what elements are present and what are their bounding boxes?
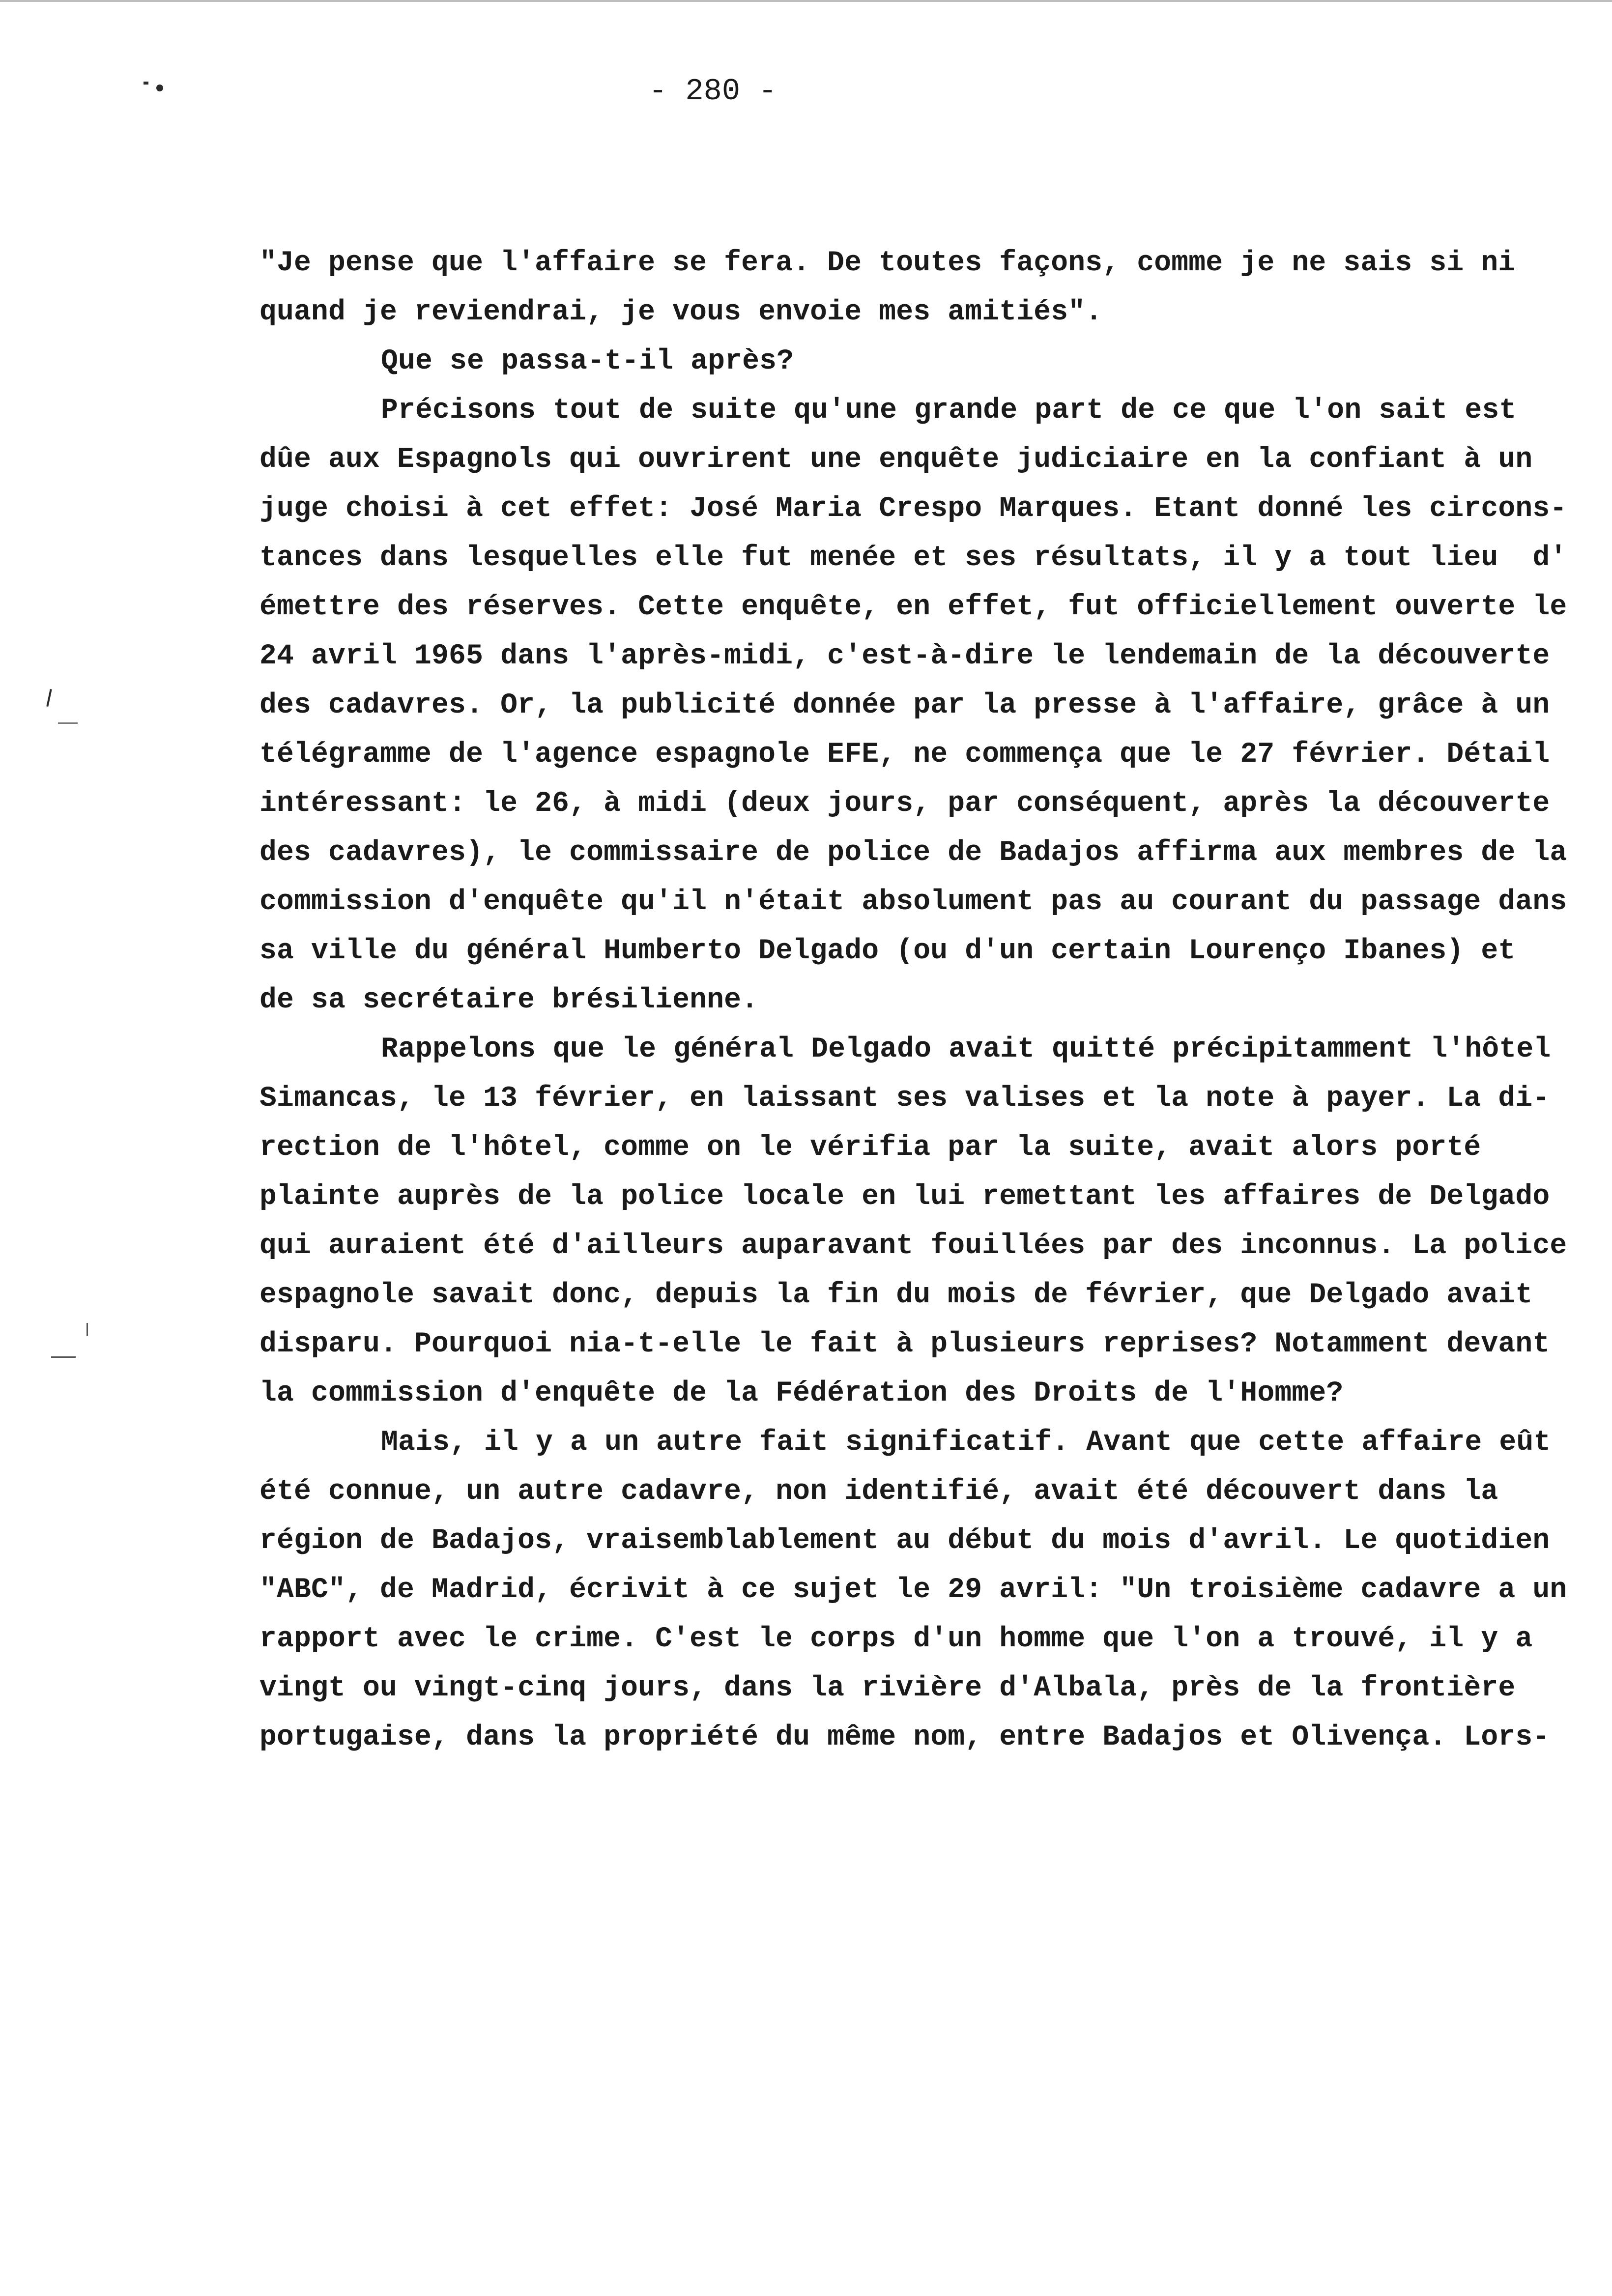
scan-rule-top <box>0 0 1612 2</box>
margin-mark <box>51 1356 76 1358</box>
text-line: intéressant: le 26, à midi (deux jours, par conséquent, après la découverte <box>259 788 1550 820</box>
text-line: 24 avril 1965 dans l'après-midi, c'est-à-dire le lendemain de la découverte <box>259 640 1550 672</box>
scan-dot <box>156 85 163 91</box>
text-line: Mais, il y a un autre fait significatif. Avant que cette affaire eût <box>381 1427 1551 1459</box>
text-line: "ABC", de Madrid, écrivit à ce sujet le 29 avril: "Un troisième cadavre a un <box>259 1574 1567 1606</box>
scan-tick <box>144 82 148 85</box>
text-line: juge choisi à cet effet: José Maria Crespo Marques. Etant donné les circons- <box>259 493 1567 525</box>
text-line: des cadavres. Or, la publicité donnée par la presse à l'affaire, grâce à un <box>259 689 1550 721</box>
text-line: région de Badajos, vraisemblablement au début du mois d'avril. Le quotidien <box>259 1525 1550 1557</box>
text-line: dûe aux Espagnols qui ouvrirent une enquête judiciaire en la confiant à un <box>259 444 1533 476</box>
text-line: Précisons tout de suite qu'une grande part de ce que l'on sait est <box>381 395 1517 427</box>
text-line: disparu. Pourquoi nia-t-elle le fait à plusieurs reprises? Notamment devant <box>259 1328 1550 1360</box>
text-line: commission d'enquête qu'il n'était absolument pas au courant du passage dans <box>259 886 1567 918</box>
margin-mark <box>86 1323 88 1336</box>
margin-mark <box>46 689 52 707</box>
text-line: espagnole savait donc, depuis la fin du mois de février, que Delgado avait <box>259 1279 1533 1311</box>
text-line: Simancas, le 13 février, en laissant ses valises et la note à payer. La di- <box>259 1083 1550 1115</box>
text-line: Rappelons que le général Delgado avait quitté précipitamment l'hôtel <box>381 1033 1551 1065</box>
text-line: plainte auprès de la police locale en lui remettant les affaires de Delgado <box>259 1181 1550 1213</box>
text-line: télégramme de l'agence espagnole EFE, ne commença que le 27 février. Détail <box>259 739 1550 771</box>
text-line: tances dans lesquelles elle fut menée et ses résultats, il y a tout lieu d' <box>259 542 1567 574</box>
text-line: rapport avec le crime. C'est le corps d'un homme que l'on a trouvé, il y a <box>259 1623 1533 1655</box>
text-line: sa ville du général Humberto Delgado (ou d'un certain Lourenço Ibanes) et <box>259 935 1516 967</box>
text-line: été connue, un autre cadavre, non identifié, avait été découvert dans la <box>259 1476 1498 1508</box>
margin-mark <box>58 722 78 724</box>
text-line: Que se passa-t-il après? <box>381 345 794 377</box>
page-number: - 280 - <box>649 74 777 109</box>
text-line: qui auraient été d'ailleurs auparavant fouillées par des inconnus. La police <box>259 1230 1567 1262</box>
text-line: des cadavres), le commissaire de police de Badajos affirma aux membres de la <box>259 837 1567 869</box>
text-line: vingt ou vingt-cinq jours, dans la rivière d'Albala, près de la frontière <box>259 1672 1516 1704</box>
text-line: la commission d'enquête de la Fédération des Droits de l'Homme? <box>259 1378 1344 1409</box>
text-line: quand je reviendrai, je vous envoie mes amitiés". <box>259 296 1103 328</box>
text-line: "Je pense que l'affaire se fera. De toutes façons, comme je ne sais si ni <box>259 247 1516 279</box>
text-line: portugaise, dans la propriété du même nom, entre Badajos et Olivença. Lors- <box>259 1722 1550 1753</box>
text-line: de sa secrétaire brésilienne. <box>259 984 759 1016</box>
text-line: émettre des réserves. Cette enquête, en effet, fut officiellement ouverte le <box>259 591 1567 623</box>
text-line: rection de l'hôtel, comme on le vérifia par la suite, avait alors porté <box>259 1132 1481 1164</box>
